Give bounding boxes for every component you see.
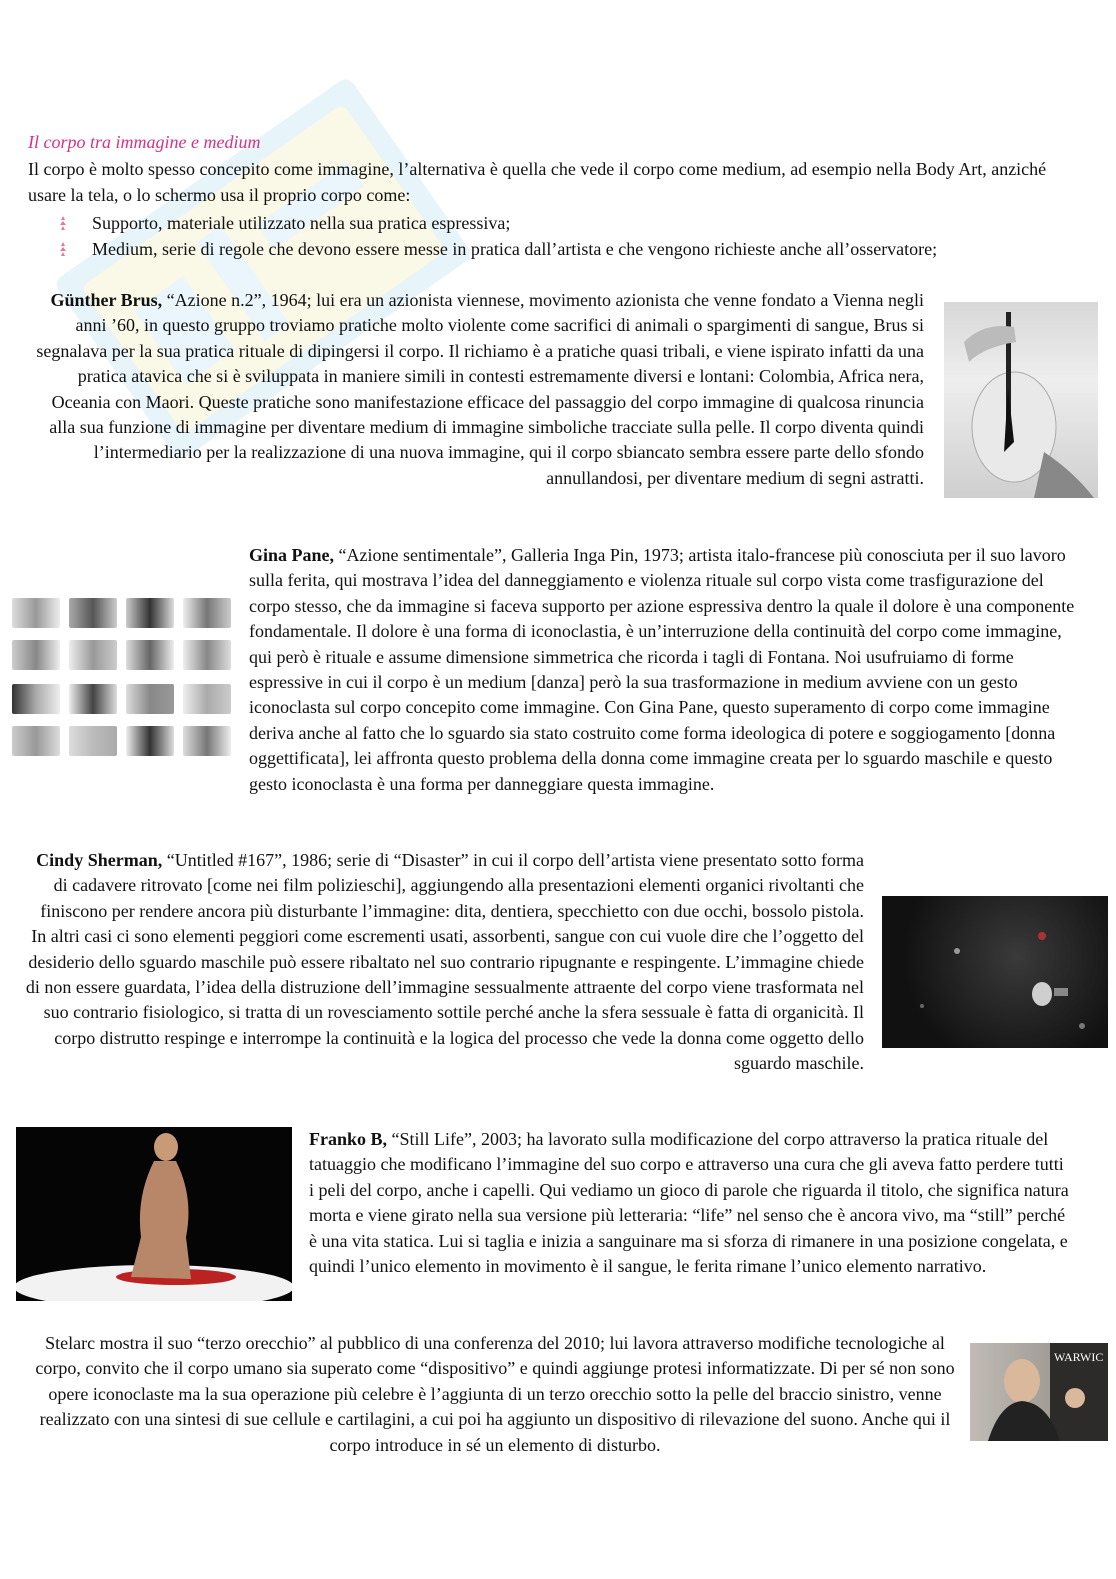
franko-photo [16,1127,292,1301]
artist-name: Cindy Sherman, [36,850,163,870]
stelarc-paragraph [30,1331,960,1458]
sherman-photo [882,896,1108,1048]
stelarc-photo [970,1343,1108,1441]
artist-description: “Untitled #167”, 1986; serie di “Disaster” in cui il corpo dell’artista viene presentato sotto forma di cadavere ritrovato [come nei film polizieschi], aggiungendo alla presentazioni elementi organici rivoltanti che finiscono per rendere ancora più disturbante l’immagine: dita, dentiera, specchietto con due occhi, bossolo pistola. In altri casi ci sono elementi peggiori come escrementi usati, assorbenti, sangue con cui vuole dire che l’oggetto del desiderio dello sguardo maschile può essere ribaltato nel suo contrario ripugnante e respingente. L’immagine chiede di non essere guardata, l’idea della distruzione dell’immagine sessualmente attraente del corpo viene trasformata nel suo contrario fisiologico, si tratta di un rovesciamento sottile perché anche la sfera sessuale è fatta di organicità. Il corpo distrutto respinge e interrompe la continuità e la logica del processo che vede la donna come oggetto dello sguardo maschile. [25,850,864,1074]
list-item [56,210,1096,236]
section-title: Il corpo tra immagine e medium [28,132,261,152]
pane-photo-grid [12,598,232,758]
brus-photo [944,302,1098,498]
pane-paragraph [249,543,1077,797]
brus-paragraph [30,288,924,491]
sherman-paragraph [24,848,864,1077]
bullet-text: Supporto, materiale utilizzato nella sua pratica espressiva; [92,213,511,233]
photo-sign-text: WARWIC [1054,1350,1104,1364]
franko-paragraph [309,1127,1069,1279]
artist-description: “Azione n.2”, 1964; lui era un azionista viennese, movimento azionista che venne fondato a Vienna negli anni ’60, in questo gruppo troviamo pratiche molto violente come sacrifici di animali o spargimenti di sangue, Brus si segnalava per la sua pratica rituale di dipingersi il corpo. Il richiamo è a pratiche quasi tribali, e viene ispirato infatti da una pratica atavica che si è sviluppata in maniere simili in contesti estremamente diversi e lontani: Colombia, Africa nera, Oceania con Maori. Queste pratiche sono manifestazione efficace del passaggio del corpo immagine di qualcosa rinuncia alla sua funzione di immagine per diventare medium di immagine simboliche tracciate sulla pelle. Il corpo diventa quindi l’intermediario per la realizzazione di una nuova immagine, qui il corpo sbiancato sembra essere parte dello sfondo annullandosi, per diventare medium di segni astratti. [36,290,924,488]
intro-paragraph: Il corpo è molto spesso concepito come immagine, l’alternativa è quella che vede il corpo come medium, ad esempio nella Body Art, anziché usare la tela, o lo schermo usa il proprio corpo come: [28,159,1047,205]
flower-bullet-icon [56,215,70,231]
artist-name: Gina Pane, [249,545,335,565]
artist-description: Stelarc mostra il suo “terzo orecchio” al pubblico di una conferenza del 2010; lui lavora attraverso modifiche tecnologiche al corpo, convito che il corpo umano sia superato come “dispositivo” e quindi aggiunge protesi informatizzate. Di per sé non sono opere iconoclaste ma la sua operazione più celebre è l’aggiunta di un terzo orecchio sotto la pelle del braccio sinistro, venne realizzato con una sintesi di sue cellule e cartilagini, a cui poi ha aggiunto un dispositivo di rilevazione del suono. Anche qui il corpo introduce in sé un elemento di disturbo. [35,1333,955,1455]
artist-name: Franko B, [309,1129,388,1149]
flower-bullet-icon [56,241,70,257]
list-item [56,236,1096,262]
bullet-list [56,210,1096,262]
artist-description: “Azione sentimentale”, Galleria Inga Pin, 1973; artista italo-francese più conosciuta per il suo lavoro sulla ferita, qui mostrava l’idea del danneggiamento e violenza rituale sul corpo vista come trasfigurazione del corpo stesso, che da immagine si faceva supporto per azione espressiva dentro la quale il dolore è una componente fondamentale. Il dolore è una forma di iconoclastia, è un’interruzione della continuità del corpo come immagine, qui però è rituale e assume dimensione simmetrica che ricorda i tagli di Fontana. Noi usufruiamo di forme espressive in cui il corpo è un medium [danza] però la sua trasformazione in medium avviene con un gesto iconoclasta sul corpo concepito come immagine. Con Gina Pane, questo superamento di corpo come immagine deriva anche al fatto che lo sguardo sia stato costruito come forma ideologica di potere e soggiogamento [donna oggettificata], lei affronta questo problema della donna come immagine creata per lo sguardo maschile e questo gesto iconoclasta è una forma per danneggiare questa immagine. [249,545,1075,794]
bullet-text: Medium, serie di regole che devono essere messe in pratica dall’artista e che vengono richieste anche all’osservatore; [92,239,938,259]
artist-name: Günther Brus, [50,290,163,310]
artist-description: “Still Life”, 2003; ha lavorato sulla modificazione del corpo attraverso la pratica rituale del tatuaggio che modificano l’immagine del suo corpo e attraverso una cura che gli aveva fatto perdere tutti i peli del corpo, anche i capelli. Qui vediamo un gioco di parole che riguarda il titolo, che significa natura morta e viene girato nella sua versione più letteraria: “life” nel senso che è ancora vivo, ma “still” perché è una vita statica. Lui si taglia e inizia a sanguinare ma si sforza di rimanere in una posizione congelata, e quindi l’unico elemento in movimento è il sangue, le ferita rimane l’unico elemento narrativo. [309,1129,1069,1277]
